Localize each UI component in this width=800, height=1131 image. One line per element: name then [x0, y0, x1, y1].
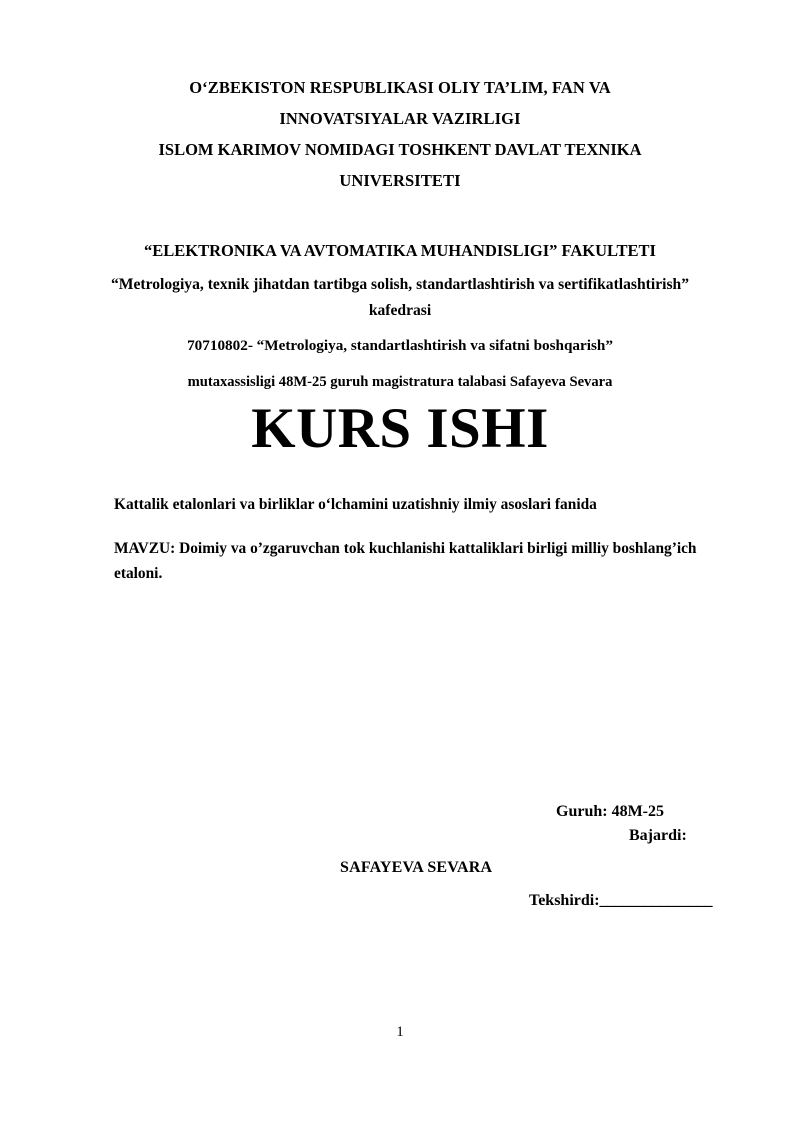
signature-student-name: SAFAYEVA SEVARA [340, 859, 493, 876]
department-name: “Metrologiya, texnik jihatdan tartibga solish, standartlashtirish va sertifikatlashtirish” kafedrasi [110, 276, 689, 319]
specialty-code-line: 70710802- “Metrologiya, standartlashtirish va sifatni boshqarish” [187, 337, 613, 354]
header-line-university-1: ISLOM KARIMOV NOMIDAGI TOSHKENT DAVLAT TEXNIKA [158, 140, 642, 159]
signature-checked-by-label: Tekshirdi: [529, 892, 600, 909]
signature-checked-by-blank: _______________ [599, 892, 713, 909]
topic-line: MAVZU: Doimiy va o’zgaruvchan tok kuchlanishi kattaliklari birligi milliy boshlang’ich etaloni. [114, 540, 697, 582]
signature-performed-by-label: Bajardi: [629, 827, 687, 844]
faculty-department-block [108, 236, 692, 395]
subject-line: Kattalik etalonlari va birliklar o‘lchamini uzatishniy ilmiy asoslari fanida [114, 496, 597, 513]
header-line-ministry-2: INNOVATSIYALAR VAZIRLIGI [279, 109, 521, 128]
header-line-ministry-1: O‘ZBEKISTON RESPUBLIKASI OLIY TA’LIM, FAN VA [189, 78, 611, 97]
page-title: KURS ISHI [251, 397, 549, 460]
page-number: 1 [396, 1024, 404, 1040]
header-line-university-2: UNIVERSITETI [339, 171, 461, 190]
ministry-header [114, 72, 686, 196]
faculty-name: “ELEKTRONIKA VA AVTOMATIKA MUHANDISLIGI” FAKULTETI [144, 241, 656, 260]
student-info-line: mutaxassisligi 48M-25 guruh magistratura talabasi Safayeva Sevara [187, 374, 613, 390]
signature-group: Guruh: 48M-25 [556, 803, 664, 820]
signature-checked-by [529, 889, 712, 913]
